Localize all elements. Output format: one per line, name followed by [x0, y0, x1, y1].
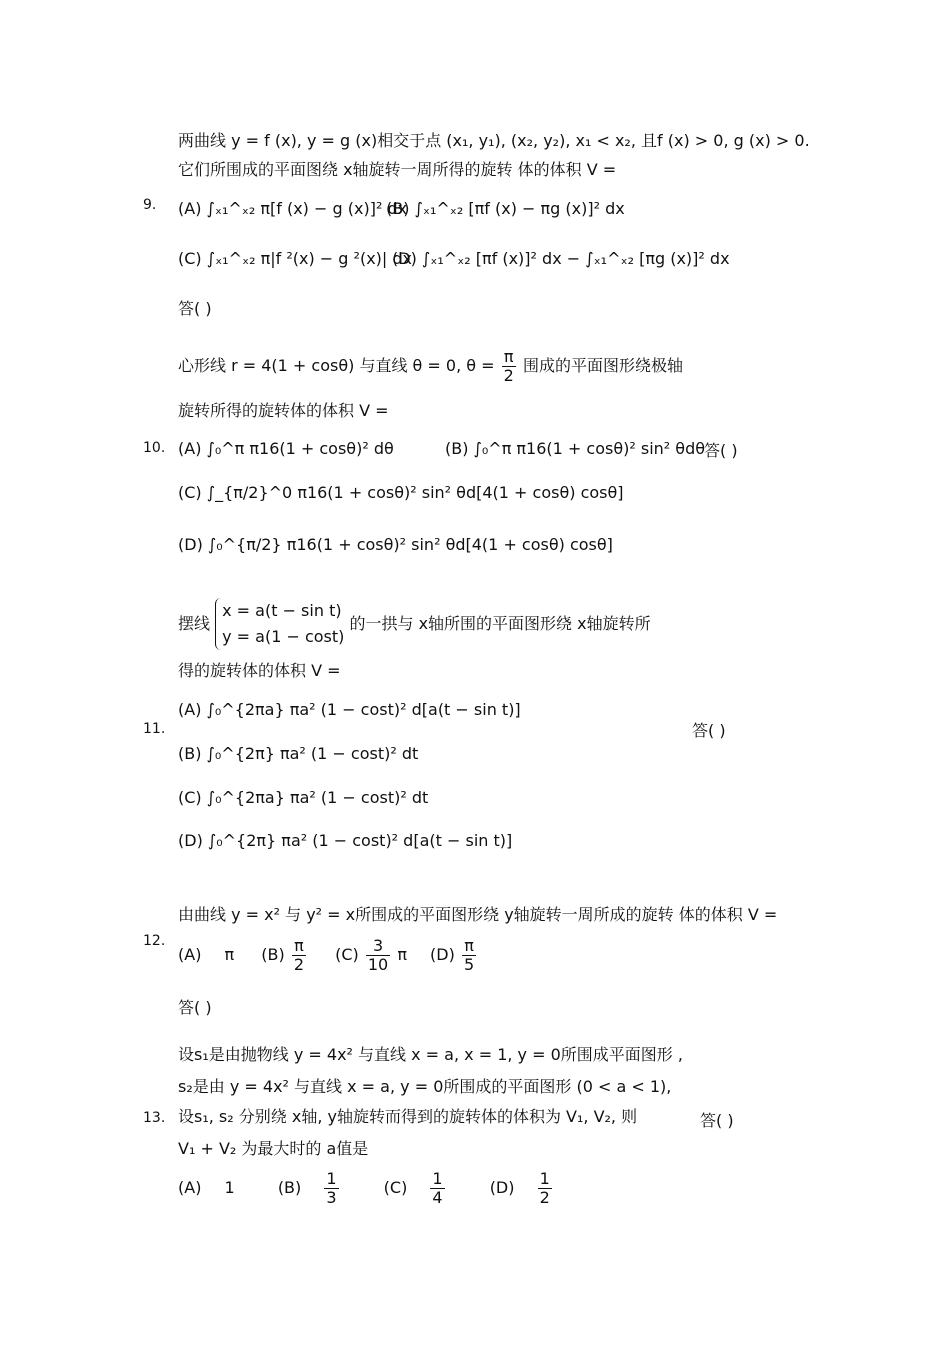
q9-stem-line2: 它们所围成的平面图绕 x轴旋转一周所得的旋转 体的体积 V = [178, 160, 617, 179]
q13-b-numerator: 1 [326, 1169, 337, 1188]
q13-d-numerator: 1 [539, 1169, 550, 1188]
q13-number: 13. [143, 1110, 166, 1126]
q10-stem-line2: 旋转所得的旋转体的体积 V = [178, 401, 389, 420]
q13-option-d-label: (D) [489, 1178, 515, 1197]
q11-option-b: (B) ∫₀^{2π} πa² (1 − cost)² dt [178, 744, 419, 763]
q13-answer: 答( ) [700, 1111, 734, 1130]
q12-option-c-fraction [366, 937, 390, 974]
q9-option-b: (B) ∫ₓ₁^ₓ₂ [πf (x) − πg (x)]² dx [386, 199, 625, 218]
q13-option-d-fraction [538, 1170, 552, 1207]
q10-stem-b: 围成的平面图形绕极轴 [522, 356, 683, 375]
q12-option-c-label: (C) [335, 945, 359, 964]
q12-options [178, 935, 478, 975]
q10-fraction [502, 348, 516, 385]
q11-stem-line2: 得的旋转体的体积 V = [178, 661, 341, 680]
q10-option-c: (C) ∫_{π/2}^0 π16(1 + cosθ)² sin² θd[4(1 + cosθ) cosθ] [178, 483, 624, 502]
q10-stem-line1 [178, 348, 683, 385]
q9-stem-line1: 两曲线 y = f (x), y = g (x)相交于点 (x₁, y₁), (x₂, y₂), x₁ < x₂, 且f (x) > 0, g (x) > 0. [178, 131, 810, 150]
q10-number: 10. [143, 440, 166, 456]
q11-answer: 答( ) [692, 721, 726, 740]
q11-option-c: (C) ∫₀^{2πa} πa² (1 − cost)² dt [178, 788, 429, 807]
q13-b-denominator: 3 [326, 1188, 337, 1207]
q12-option-c-tail: π [397, 945, 407, 964]
q13-option-b-fraction [324, 1170, 338, 1207]
q11-system-x: x = a(t − sin t) [222, 601, 342, 620]
q12-option-d-fraction [462, 937, 476, 974]
q10-frac-numerator: π [502, 348, 516, 367]
q12-option-b-label: (B) [261, 945, 285, 964]
q11-system-y: y = a(1 − cost) [222, 627, 345, 646]
q11-stem-a: 摆线 [178, 614, 211, 633]
q13-option-a-label: (A) [178, 1178, 202, 1197]
q13-option-b-label: (B) [277, 1178, 302, 1197]
q10-answer: 答( ) [704, 441, 738, 460]
q13-option-c-label: (C) [383, 1178, 408, 1197]
q13-c-denominator: 4 [432, 1188, 443, 1207]
q12-number: 12. [143, 933, 166, 949]
q13-line4: V₁ + V₂ 为最大时的 a值是 [178, 1139, 369, 1158]
q11-option-d: (D) ∫₀^{2π} πa² (1 − cost)² d[a(t − sin t)] [178, 831, 513, 850]
q9-option-a: (A) ∫ₓ₁^ₓ₂ π[f (x) − g (x)]² dx [178, 199, 408, 218]
q9-number: 9. [143, 197, 157, 213]
q10-option-a: (A) ∫₀^π π16(1 + cosθ)² dθ [178, 439, 394, 458]
q13-line3: 设s₁, s₂ 分别绕 x轴, y轴旋转而得到的旋转体的体积为 V₁, V₂, 则 [178, 1107, 638, 1126]
q12-stem: 由曲线 y = x² 与 y² = x所围成的平面图形绕 y轴旋转一周所成的旋转 体的体积 V = [178, 905, 778, 924]
q12-answer: 答( ) [178, 998, 212, 1017]
q13-option-a-value: 1 [224, 1178, 235, 1197]
q11-parametric-system [215, 598, 344, 650]
q13-c-numerator: 1 [432, 1169, 443, 1188]
q11-option-a: (A) ∫₀^{2πa} πa² (1 − cost)² d[a(t − sin t)] [178, 700, 521, 719]
q12-d-numerator: π [462, 937, 476, 956]
q11-stem-b: 的一拱与 x轴所围的平面图形绕 x轴旋转所 [349, 614, 651, 633]
q10-stem-a: 心形线 r = 4(1 + cosθ) 与直线 θ = 0, θ = [178, 356, 495, 375]
q9-option-c: (C) ∫ₓ₁^ₓ₂ π|f ²(x) − g ²(x)| dx [178, 249, 412, 268]
q13-option-c-fraction [430, 1170, 444, 1207]
q11-stem-line1 [178, 598, 651, 650]
q10-frac-denominator: 2 [503, 366, 514, 385]
q13-line1: 设s₁是由抛物线 y = 4x² 与直线 x = a, x = 1, y = 0所围成平面图形 , [178, 1045, 683, 1064]
q12-c-numerator: 3 [366, 937, 390, 956]
q13-d-denominator: 2 [539, 1188, 550, 1207]
q9-answer: 答( ) [178, 299, 212, 318]
q13-options [178, 1168, 554, 1208]
q12-c-denominator: 10 [367, 955, 389, 974]
q11-number: 11. [143, 721, 166, 737]
q10-option-b: (B) ∫₀^π π16(1 + cosθ)² sin² θdθ [445, 439, 706, 458]
q12-b-numerator: π [292, 937, 306, 956]
q12-d-denominator: 5 [463, 955, 475, 974]
q9-option-d: (D) ∫ₓ₁^ₓ₂ [πf (x)]² dx − ∫ₓ₁^ₓ₂ [πg (x)]² dx [392, 249, 730, 268]
q13-line2: s₂是由 y = 4x² 与直线 x = a, y = 0所围成的平面图形 (0 < a < 1), [178, 1077, 672, 1096]
q12-option-b-fraction [292, 937, 306, 974]
q12-option-a-value: π [224, 945, 235, 964]
q10-option-d: (D) ∫₀^{π/2} π16(1 + cosθ)² sin² θd[4(1 + cosθ) cosθ] [178, 535, 613, 554]
q12-option-a-label: (A) [178, 945, 202, 964]
q12-option-d-label: (D) [430, 945, 455, 964]
q12-b-denominator: 2 [293, 955, 305, 974]
